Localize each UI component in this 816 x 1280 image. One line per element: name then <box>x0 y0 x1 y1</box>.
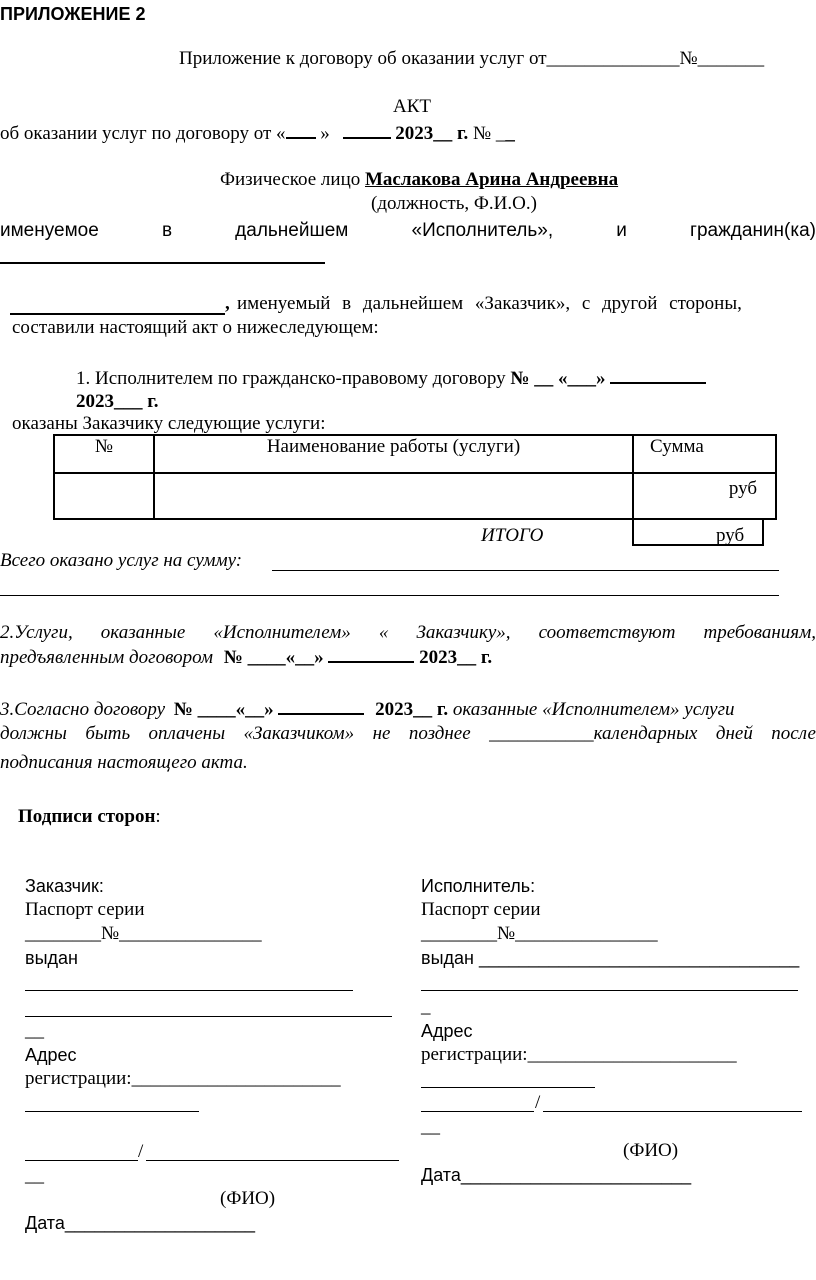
table-row <box>54 473 776 519</box>
clause1-month-blank <box>610 366 706 384</box>
customer-signature-blank[interactable] <box>25 1160 138 1161</box>
clause2-year: 2023__ г. <box>419 647 493 668</box>
clause3-prefix: 3.Согласно договору <box>0 699 166 720</box>
executor-issued[interactable]: выдан ________________________________ <box>421 948 800 968</box>
act-day-blank <box>286 121 316 139</box>
clause2-number: № ____«__» <box>223 647 324 668</box>
executor-passport: Паспорт серии <box>421 899 541 920</box>
appendix-title: ПРИЛОЖЕНИЕ 2 <box>0 4 146 24</box>
word: 2.Услуги, <box>0 622 73 643</box>
executor-line <box>220 168 618 192</box>
signatures-title <box>18 805 161 829</box>
act-number-end: _ <box>505 123 515 144</box>
customer-registration[interactable]: регистрации:______________________ <box>25 1068 341 1089</box>
clause1-services-line: оказаны Заказчику следующие услуги: <box>12 413 326 434</box>
customer-dash-2: __ <box>25 1165 44 1186</box>
clause1-number: № __ «___» <box>510 368 606 389</box>
act-subtitle-prefix: об оказании услуг по договору от « <box>0 123 286 144</box>
executor-caption: (должность, Ф.И.О.) <box>371 193 537 214</box>
signatures-title-text: Подписи сторон <box>18 806 156 827</box>
customer-compiled-text: составили настоящий акт о нижеследующем: <box>12 317 379 338</box>
clause3-line2 <box>0 722 816 746</box>
executor-dash: __ <box>421 1116 440 1137</box>
customer-referred-text <box>237 292 815 316</box>
total-unit: руб <box>716 525 745 546</box>
executor-dash-short: _ <box>421 996 431 1017</box>
word: быть <box>85 723 131 744</box>
customer-fio: (ФИО) <box>220 1188 276 1209</box>
executor-issued-blank[interactable] <box>421 990 798 991</box>
word: гражданин(ка) <box>690 220 816 241</box>
word: соответствуют <box>538 622 676 643</box>
word: оплачены <box>148 723 226 744</box>
word: не <box>372 723 391 744</box>
header-sum: Сумма <box>633 435 776 473</box>
signatures-title-colon: : <box>155 806 161 827</box>
word: дней <box>715 723 753 744</box>
word: и <box>616 220 627 241</box>
total-label: ИТОГО <box>481 525 544 546</box>
customer-comma: , <box>225 293 230 314</box>
act-year: 2023__ г. <box>395 123 469 144</box>
customer-issued: выдан <box>25 948 78 968</box>
customer-issued-blank-2[interactable] <box>25 1016 392 1017</box>
clause1-year: 2023___ г. <box>76 391 159 412</box>
customer-address: Адрес <box>25 1045 77 1065</box>
executor-label: Физическое лицо <box>220 169 361 190</box>
word: «Заказчиком» <box>243 723 355 744</box>
total-sum-blank <box>272 570 779 571</box>
act-month-blank <box>343 121 391 139</box>
clause2-prefix: предъявленным договором <box>0 647 213 668</box>
clause2-month-blank <box>328 645 414 663</box>
executor-slash: / <box>535 1092 541 1113</box>
word: Заказчику», <box>416 622 511 643</box>
customer-fio-blank[interactable] <box>146 1160 399 1161</box>
customer-role: Заказчик: <box>25 876 104 896</box>
clause2-line2 <box>0 645 492 670</box>
word: дальнейшем <box>235 220 349 241</box>
customer-dash: __ <box>25 1020 44 1041</box>
cell-number[interactable] <box>54 473 154 519</box>
word: ___________календарных <box>489 723 698 744</box>
clause3-number: № ____«__» <box>173 699 274 720</box>
total-sum-label: Всего оказано услуг на сумму: <box>0 550 243 571</box>
header-service-name: Наименование работы (услуги) <box>154 435 633 473</box>
executor-fio-blank[interactable] <box>543 1111 802 1112</box>
clause3-year: 2023__ г. <box>375 699 449 720</box>
word: в <box>161 220 173 241</box>
word: «Исполнителем» <box>213 622 351 643</box>
executor-passport-number[interactable]: ________№_______________ <box>421 923 658 944</box>
word: «Исполнитель», <box>411 220 554 241</box>
customer-referred-words: именуемый в дальнейшем «Заказчик», с другой стороны, <box>237 293 742 314</box>
word: после <box>771 723 816 744</box>
total-sum-blank-2 <box>0 595 779 596</box>
executor-role: Исполнитель: <box>421 876 536 896</box>
executor-address: Адрес <box>421 1021 473 1041</box>
clause3-month-blank <box>278 697 364 715</box>
customer-registration-blank[interactable] <box>25 1111 199 1112</box>
total-cell[interactable] <box>632 520 764 546</box>
clause3-line3: подписания настоящего акта. <box>0 752 248 773</box>
executor-date[interactable]: Дата_______________________ <box>421 1165 692 1185</box>
executor-signature-blank[interactable] <box>421 1111 534 1112</box>
executor-registration-blank[interactable] <box>421 1087 595 1088</box>
customer-name-blank <box>0 262 325 264</box>
act-subtitle-mid: » <box>320 123 330 144</box>
word: позднее <box>408 723 471 744</box>
customer-date[interactable]: Дата___________________ <box>25 1213 256 1233</box>
executor-referred-line <box>0 219 816 243</box>
customer-name-blank-2 <box>10 313 225 315</box>
word: должны <box>0 723 67 744</box>
customer-issued-blank[interactable] <box>25 990 353 991</box>
header-number: № <box>54 435 154 473</box>
word: оказанные <box>100 622 186 643</box>
clause3-suffix: оказанные «Исполнителем» услуги <box>452 699 735 720</box>
executor-fio: (ФИО) <box>623 1140 679 1161</box>
services-table-header <box>54 435 776 473</box>
contract-reference: Приложение к договору об оказании услуг от______________№_______ <box>179 48 765 69</box>
cell-service-name[interactable] <box>154 473 633 519</box>
clause1-line <box>76 366 706 391</box>
clause2-line1 <box>0 621 816 645</box>
executor-registration[interactable]: регистрации:______________________ <box>421 1044 737 1065</box>
customer-passport: Паспорт серии <box>25 899 145 920</box>
word: требованиям, <box>703 622 816 643</box>
customer-passport-number[interactable]: ________№_______________ <box>25 923 262 944</box>
executor-name: Маслакова Арина Андреевна <box>365 169 619 190</box>
services-table <box>53 434 777 520</box>
act-title: АКТ <box>393 96 431 117</box>
word: именуемое <box>0 220 99 241</box>
word: « <box>378 622 389 643</box>
act-number: № _ <box>473 123 506 144</box>
cell-sum-unit: руб <box>633 473 776 519</box>
clause3-line1 <box>0 697 816 722</box>
clause1-text: 1. Исполнителем по гражданско-правовому договору <box>76 368 506 389</box>
customer-slash: / <box>138 1141 144 1162</box>
act-subtitle <box>0 121 515 146</box>
